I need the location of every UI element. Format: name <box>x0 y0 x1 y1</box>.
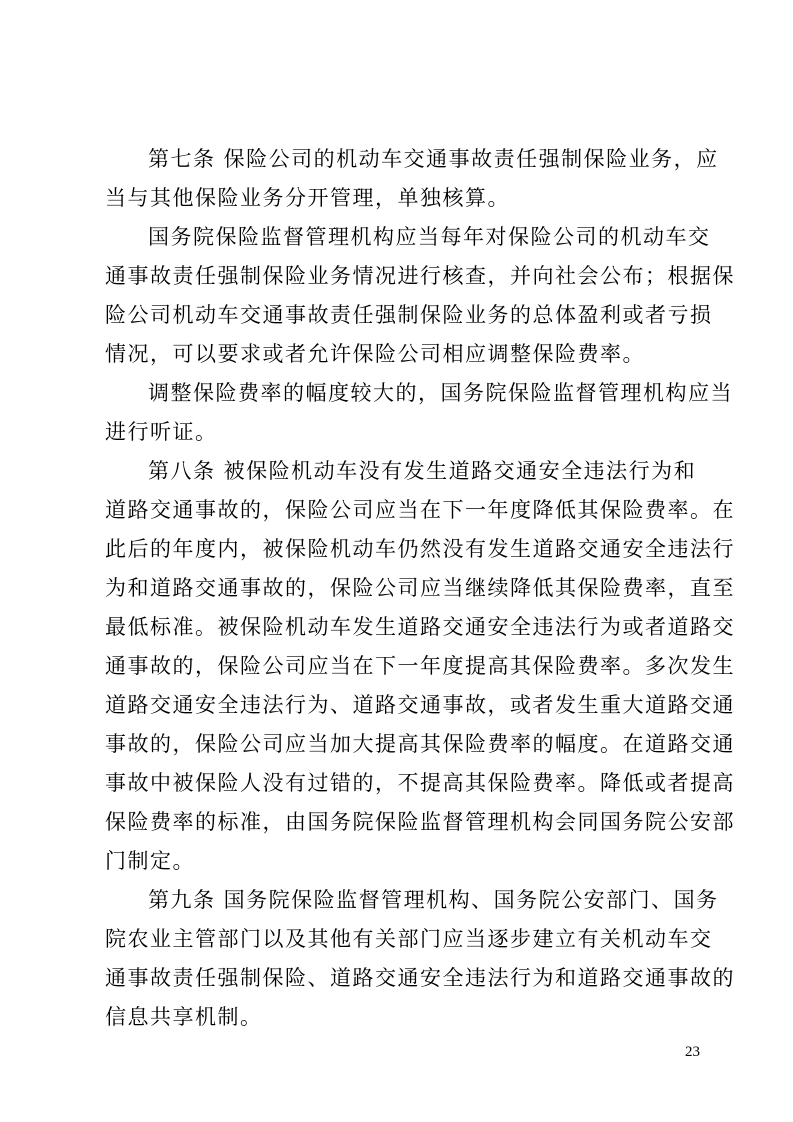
article-8-line-10: 保险费率的标准，由国务院保险监督管理机构会同国务院公安部 <box>105 810 735 834</box>
article-8-line-3: 此后的年度内，被保险机动车仍然没有发生道路交通安全违法行 <box>105 537 735 561</box>
article-7-para-3-line-2: 进行听证。 <box>105 420 218 444</box>
article-8-line-7: 道路交通安全违法行为、道路交通事故，或者发生重大道路交通 <box>105 693 735 717</box>
article-8-line-2: 道路交通事故的，保险公司应当在下一年度降低其保险费率。在 <box>105 498 735 522</box>
article-8-line-11: 门制定。 <box>105 849 195 873</box>
article-8-line-1: 第八条 被保险机动车没有发生道路交通安全违法行为和 <box>148 459 697 483</box>
article-9-line-3: 通事故责任强制保险、道路交通安全违法行为和道路交通事故的 <box>105 966 735 990</box>
article-8-line-9: 事故中被保险人没有过错的，不提高其保险费率。降低或者提高 <box>105 771 735 795</box>
article-7-para-3-line-1: 调整保险费率的幅度较大的，国务院保险监督管理机构应当 <box>148 381 733 405</box>
page-number: 23 <box>685 1044 700 1060</box>
article-9-line-1: 第九条 国务院保险监督管理机构、国务院公安部门、国务 <box>148 888 719 912</box>
article-8-line-8: 事故的，保险公司应当加大提高其保险费率的幅度。在道路交通 <box>105 732 735 756</box>
article-7-para-2-line-1: 国务院保险监督管理机构应当每年对保险公司的机动车交 <box>148 225 711 249</box>
article-8-line-6: 通事故的，保险公司应当在下一年度提高其保险费率。多次发生 <box>105 654 735 678</box>
article-8-line-5: 最低标准。被保险机动车发生道路交通安全违法行为或者道路交 <box>105 615 735 639</box>
article-8-line-4: 为和道路交通事故的，保险公司应当继续降低其保险费率，直至 <box>105 576 735 600</box>
article-9-line-4: 信息共享机制。 <box>105 1005 263 1029</box>
article-9-line-2: 院农业主管部门以及其他有关部门应当逐步建立有关机动车交 <box>105 927 713 951</box>
article-7-para-2-line-4: 情况，可以要求或者允许保险公司相应调整保险费率。 <box>105 342 645 366</box>
article-7-line-2: 当与其他保险业务分开管理，单独核算。 <box>105 186 510 210</box>
article-7-line-1: 第七条 保险公司的机动车交通事故责任强制保险业务，应 <box>148 147 719 171</box>
article-7-para-2-line-2: 通事故责任强制保险业务情况进行核查，并向社会公布；根据保 <box>105 264 735 288</box>
article-7-para-2-line-3: 险公司机动车交通事故责任强制保险业务的总体盈利或者亏损 <box>105 303 713 327</box>
